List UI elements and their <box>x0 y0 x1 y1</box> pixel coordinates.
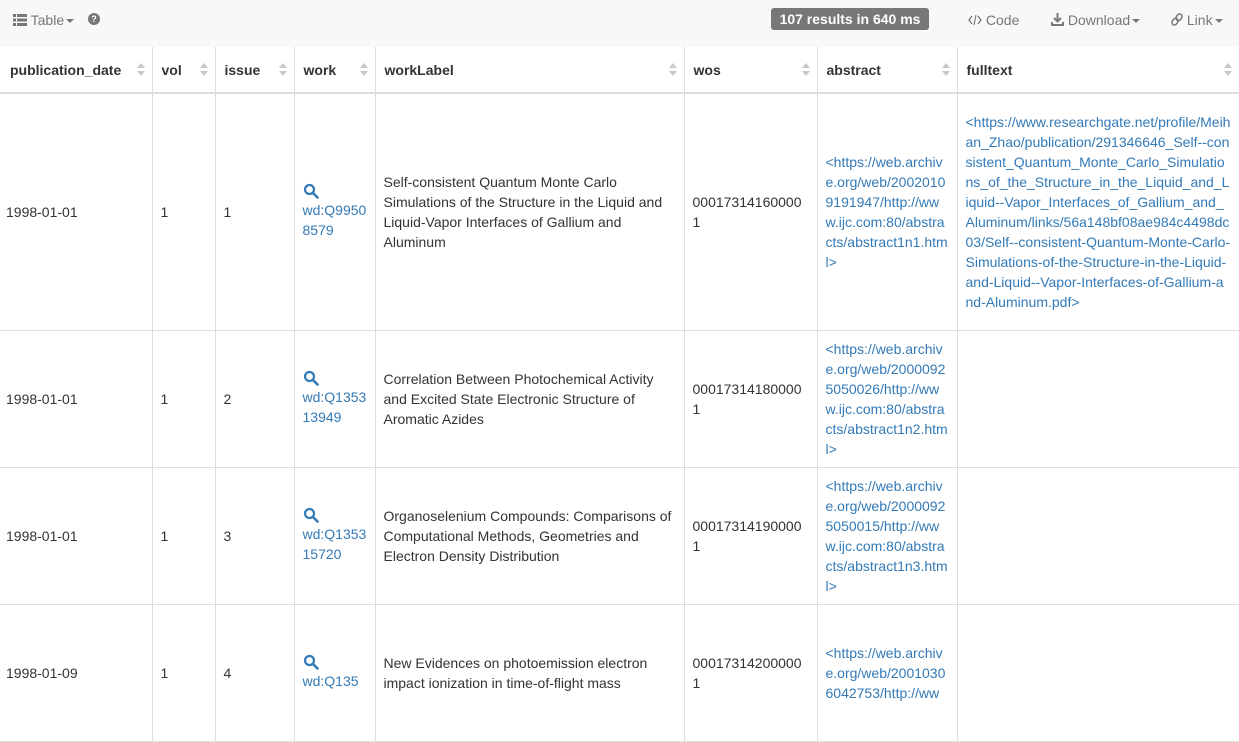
column-header-worklabel[interactable]: workLabel <box>375 47 684 93</box>
download-label: Download <box>1067 12 1131 28</box>
search-icon[interactable] <box>303 507 319 523</box>
cell-vol: 1 <box>152 604 215 741</box>
column-header-abstract[interactable]: abstract <box>817 47 957 93</box>
link-icon <box>1171 13 1183 26</box>
sort-icon[interactable] <box>669 63 677 77</box>
cell-publication-date: 1998-01-09 <box>0 604 152 741</box>
view-label: Table <box>30 12 65 28</box>
column-header-work[interactable]: work <box>294 47 375 93</box>
cell-vol: 1 <box>152 93 215 330</box>
table-icon <box>13 14 27 26</box>
work-link[interactable]: wd:Q135315720 <box>302 526 367 562</box>
search-icon[interactable] <box>303 654 319 670</box>
cell-abstract <box>817 467 957 604</box>
chevron-down-icon <box>1132 19 1140 23</box>
sort-icon[interactable] <box>360 63 368 77</box>
code-icon <box>968 15 982 25</box>
sort-icon[interactable] <box>200 63 208 77</box>
cell-wos: 000173141600001 <box>684 93 817 330</box>
cell-publication-date: 1998-01-01 <box>0 93 152 330</box>
cell-work <box>294 93 375 330</box>
cell-worklabel: Correlation Between Photochemical Activity and Excited State Electronic Structure of Aromatic Azides <box>375 330 684 467</box>
cell-fulltext <box>957 467 1239 604</box>
abstract-link[interactable]: <https://web.archive.org/web/20000925050015/http://www.ijc.com:80/abstracts/abstract1n3.html> <box>825 477 948 594</box>
cell-fulltext <box>957 93 1239 330</box>
cell-worklabel: Self-consistent Quantum Monte Carlo Simulations of the Structure in the Liquid and Liquid-Vapor Interfaces of Gallium and Aluminum <box>375 93 684 330</box>
sort-icon[interactable] <box>279 63 287 77</box>
search-icon[interactable] <box>303 370 319 386</box>
results-badge: 107 results in 640 ms <box>771 8 929 30</box>
code-button[interactable] <box>968 10 1019 30</box>
abstract-link[interactable]: <https://web.archive.org/web/20010306042753/http://ww <box>825 644 946 701</box>
header-row <box>0 47 1239 93</box>
download-dropdown[interactable] <box>1051 10 1140 30</box>
view-dropdown[interactable] <box>13 10 74 30</box>
cell-work <box>294 467 375 604</box>
cell-publication-date: 1998-01-01 <box>0 330 152 467</box>
table-row <box>0 604 1239 741</box>
cell-wos: 000173142000001 <box>684 604 817 741</box>
cell-abstract <box>817 604 957 741</box>
cell-wos: 000173141800001 <box>684 330 817 467</box>
column-header-fulltext[interactable]: fulltext <box>957 47 1239 93</box>
cell-work <box>294 330 375 467</box>
cell-worklabel: New Evidences on photoemission electron impact ionization in time-of-flight mass <box>375 604 684 741</box>
cell-work <box>294 604 375 741</box>
chevron-down-icon <box>1215 19 1223 23</box>
chevron-down-icon <box>66 19 74 23</box>
sort-icon[interactable] <box>942 63 950 77</box>
abstract-link[interactable]: <https://web.archive.org/web/20020109191947/http://www.ijc.com:80/abstracts/abstract1n1.html> <box>825 153 948 270</box>
abstract-link[interactable]: <https://web.archive.org/web/20000925050026/http://www.ijc.com:80/abstracts/abstract1n2.html> <box>825 340 948 457</box>
cell-issue: 3 <box>215 467 294 604</box>
search-icon[interactable] <box>303 183 319 199</box>
cell-issue: 1 <box>215 93 294 330</box>
work-link[interactable]: wd:Q135 <box>302 673 359 689</box>
question-circle-icon[interactable]: ? <box>88 13 100 25</box>
code-label: Code <box>985 12 1020 28</box>
table-row <box>0 93 1239 330</box>
cell-issue: 4 <box>215 604 294 741</box>
link-label: Link <box>1186 12 1213 28</box>
cell-fulltext <box>957 330 1239 467</box>
sort-icon[interactable] <box>802 63 810 77</box>
cell-abstract <box>817 93 957 330</box>
cell-fulltext <box>957 604 1239 741</box>
cell-publication-date: 1998-01-01 <box>0 467 152 604</box>
results-table <box>0 47 1239 742</box>
link-dropdown[interactable] <box>1171 10 1223 30</box>
work-link[interactable]: wd:Q99508579 <box>302 202 367 239</box>
column-header-wos[interactable]: wos <box>684 47 817 93</box>
cell-wos: 000173141900001 <box>684 467 817 604</box>
column-header-publication-date[interactable]: publication_date <box>0 47 152 93</box>
work-link[interactable]: wd:Q135313949 <box>302 389 367 425</box>
download-icon <box>1051 13 1064 26</box>
fulltext-link[interactable]: <https://www.researchgate.net/profile/Meihan_Zhao/publication/291346646_Self--consistent_Quantum_Monte_Carlo_Simulations_of_the_Structure_in_the_Liquid_and_Liquid--Vapor_Interfaces_of_Gallium_and_Aluminum/links/56a148bf08ae984c4498dc03/Self--consistent-Quantum-Monte-Carlo-Simulations-of-the-Structure-in-the-Liquid-and-Liquid--Vapor-Interfaces-of-Gallium-and-Aluminum.pdf> <box>965 113 1231 310</box>
sort-icon[interactable] <box>1224 63 1232 77</box>
cell-worklabel: Organoselenium Compounds: Comparisons of Computational Methods, Geometries and Electron Density Distribution <box>375 467 684 604</box>
column-header-issue[interactable]: issue <box>215 47 294 93</box>
toolbar <box>0 0 1239 48</box>
cell-issue: 2 <box>215 330 294 467</box>
cell-vol: 1 <box>152 330 215 467</box>
cell-abstract <box>817 330 957 467</box>
cell-vol: 1 <box>152 467 215 604</box>
column-header-vol[interactable]: vol <box>152 47 215 93</box>
table-row <box>0 467 1239 604</box>
sort-icon[interactable] <box>137 63 145 77</box>
table-row <box>0 330 1239 467</box>
